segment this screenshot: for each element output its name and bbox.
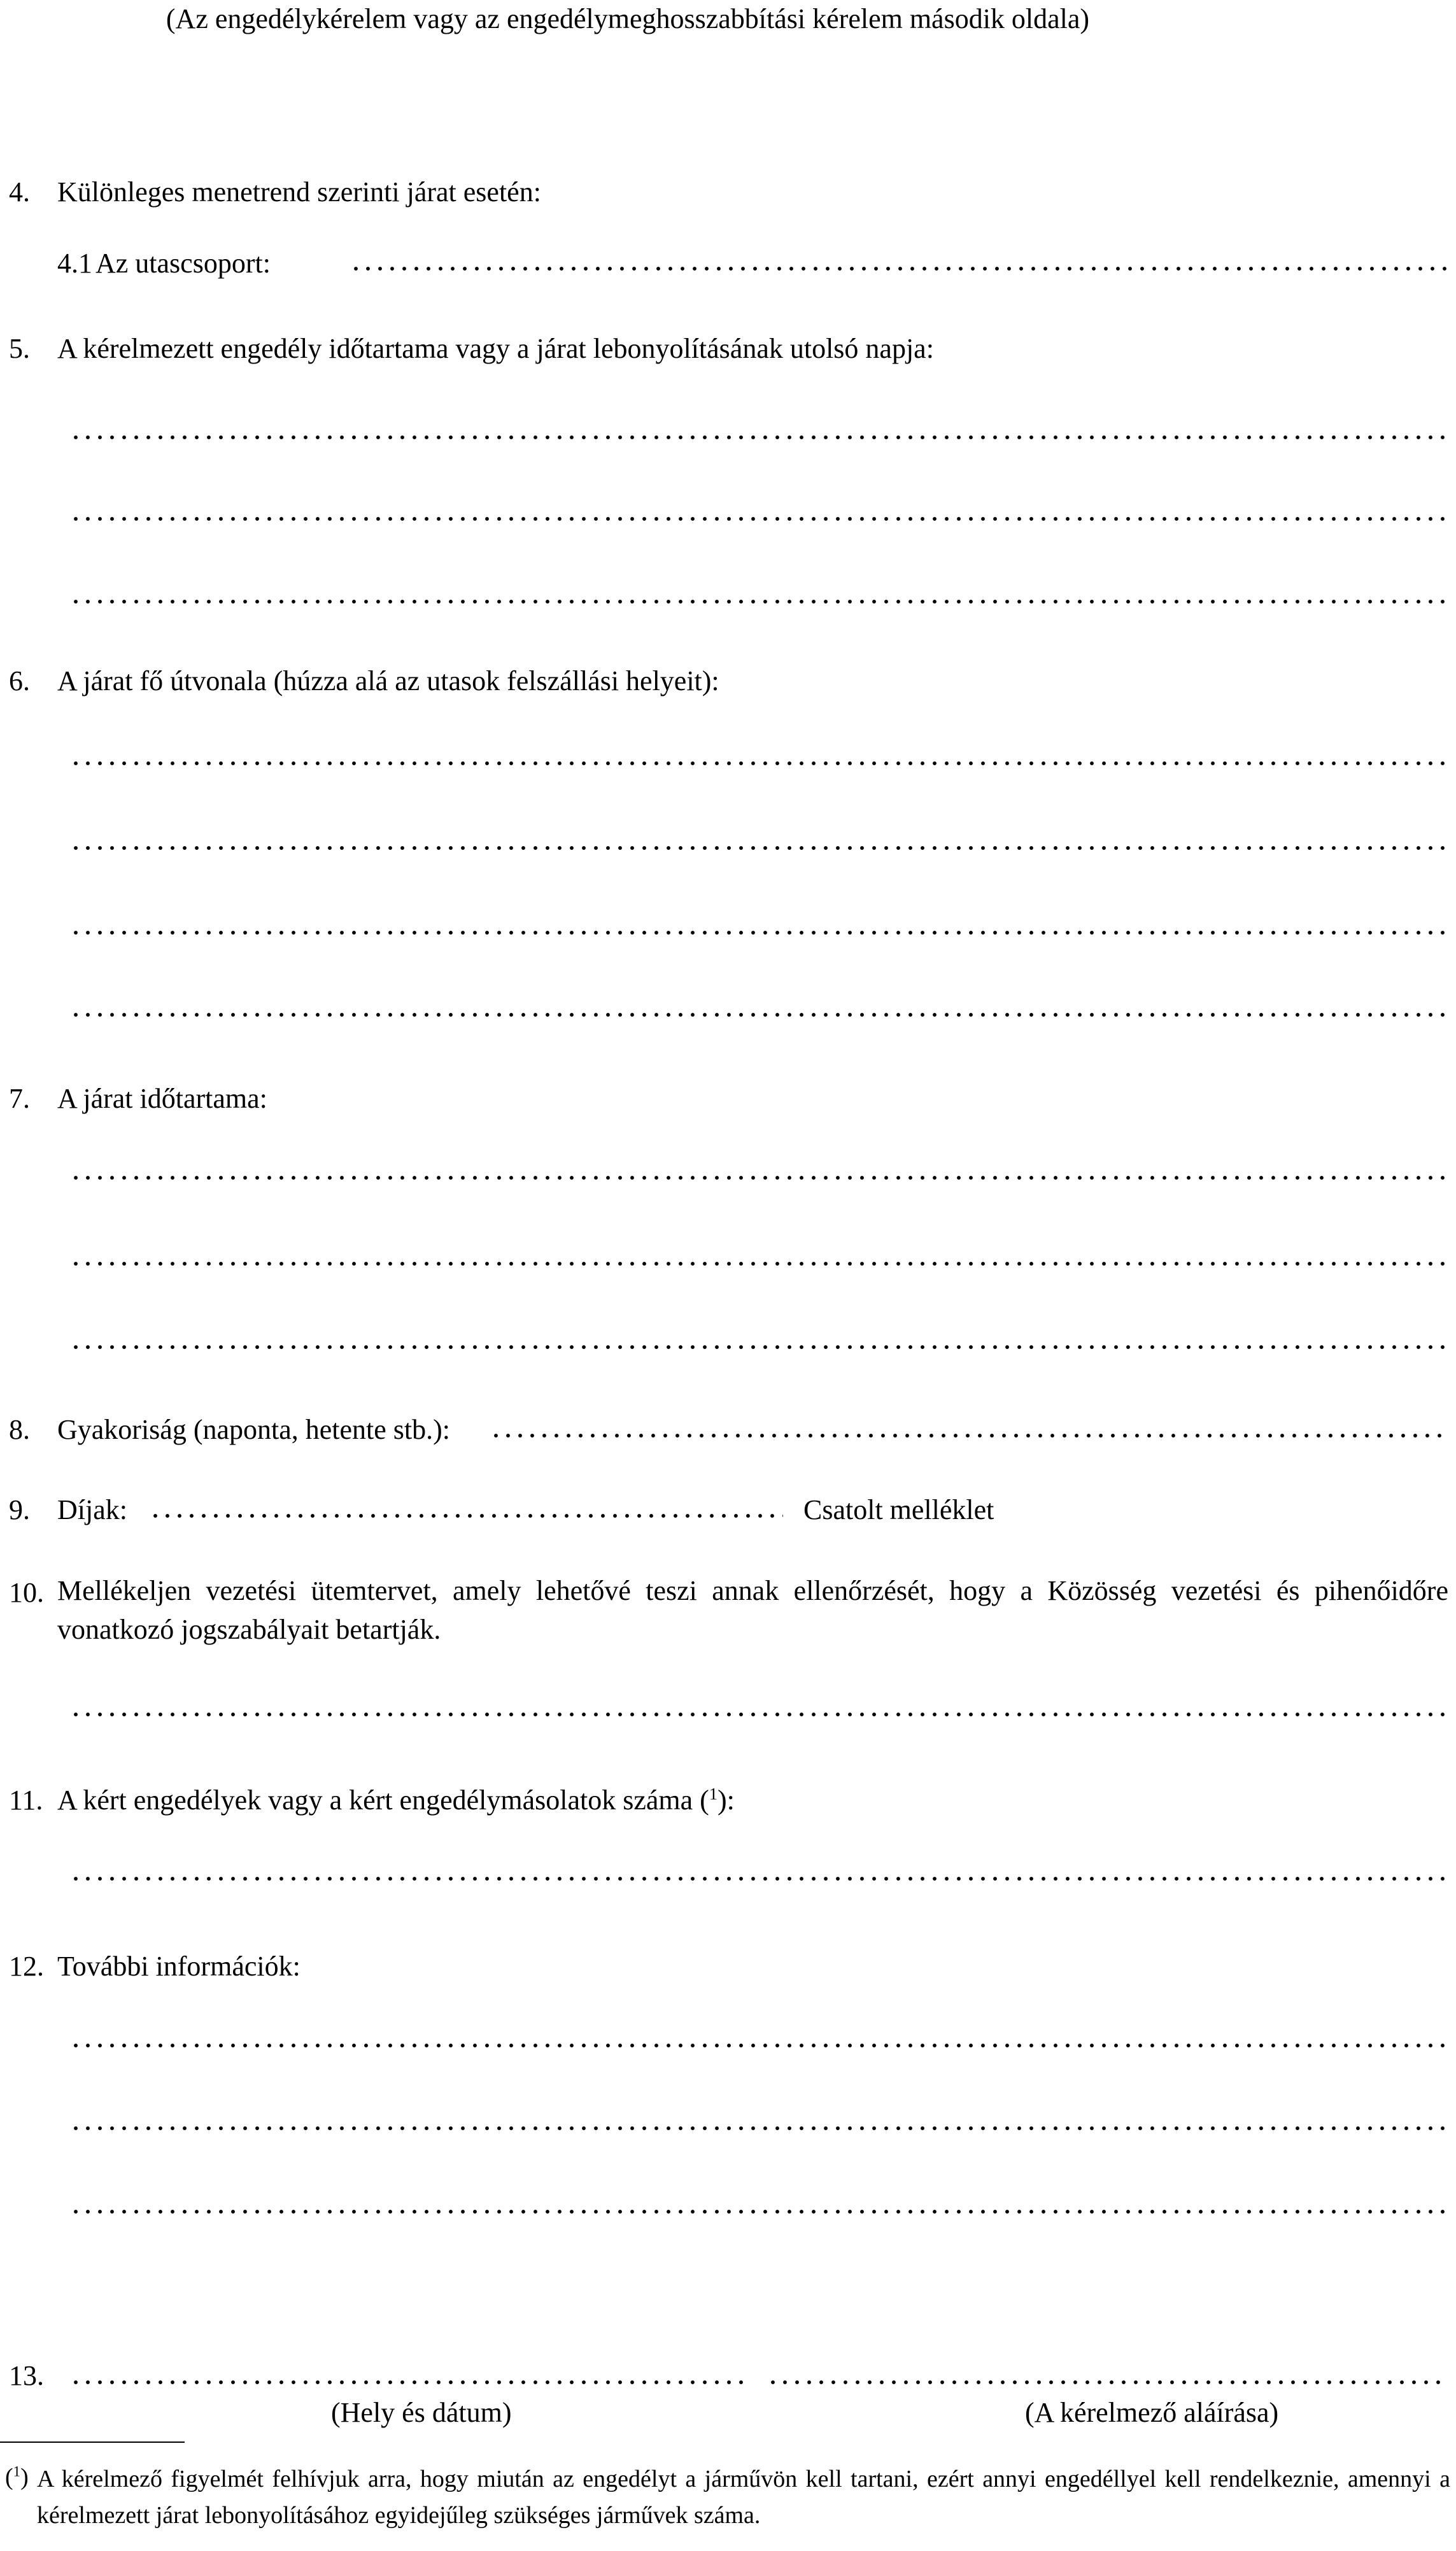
item-7-number: 7. — [9, 1083, 30, 1114]
frequency-field — [493, 1432, 1448, 1439]
item-10-label: Mellékeljen vezetési ütemtervet, amely lehetővé teszi annak ellenőrzését, hogy a Közösség vezetési és pihenőidőre vonatkozó jogszabályait betartják. — [57, 1575, 1448, 1645]
duration-field-line-3 — [73, 598, 1448, 605]
item-6-label: A járat fő útvonala (húzza alá az utasok felszállási helyeit): — [57, 665, 719, 696]
item-8-number: 8. — [9, 1414, 30, 1445]
item-12-label: További információk: — [57, 1951, 300, 1982]
item-11-label — [57, 1786, 735, 1814]
route-field-line-3 — [73, 929, 1448, 936]
permit-count-field — [73, 1876, 1448, 1882]
trip-duration-field-line-3 — [73, 1344, 1448, 1350]
signature-field — [770, 2379, 1448, 2385]
additional-info-field-line-2 — [73, 2125, 1448, 2131]
item-4-number: 4. — [9, 176, 30, 208]
driving-schedule-field — [73, 1711, 1448, 1718]
item-9-label: Díjak: — [57, 1494, 127, 1525]
trip-duration-field-line-2 — [73, 1261, 1448, 1267]
page-header: (Az engedélykérelem vagy az engedélymeghosszabbítási kérelem második oldala) — [166, 3, 1090, 34]
item-7-label: A járat időtartama: — [57, 1083, 267, 1114]
fees-field — [153, 1513, 783, 1519]
footnote-marker: ($^1$) — [5, 2463, 29, 2491]
item-10-number: 10. — [9, 1577, 44, 1608]
route-field-line-4 — [73, 1012, 1448, 1018]
footnote-number: 1 — [13, 2463, 21, 2480]
item-4-1-number: 4.1 — [57, 248, 92, 279]
item-11-number: 11. — [9, 1784, 43, 1816]
item-9-number: 9. — [9, 1494, 30, 1525]
signature-caption: (A kérelmező aláírása) — [1025, 2397, 1279, 2428]
item-12-number: 12. — [9, 1951, 44, 1982]
place-date-caption: (Hely és dátum) — [331, 2397, 512, 2428]
item-8-label: Gyakoriság (naponta, hetente stb.): — [57, 1414, 451, 1445]
item-5-label: A kérelmezett engedély időtartama vagy a járat lebonyolításának utolsó napja: — [57, 333, 934, 364]
route-field-line-1 — [73, 760, 1448, 767]
additional-info-field-line-3 — [73, 2208, 1448, 2215]
attachment-note: Csatolt melléklet — [803, 1494, 994, 1525]
item-4-label: Különleges menetrend szerinti járat esetén: — [57, 176, 541, 208]
route-field-line-2 — [73, 845, 1448, 851]
duration-field-line-1 — [73, 434, 1448, 441]
duration-field-line-2 — [73, 516, 1448, 522]
item-11-label-text: A kért engedélyek vagy a kért engedélymásolatok száma ( — [57, 1784, 709, 1816]
item-11-label-end: ): — [717, 1784, 735, 1816]
passenger-group-field — [353, 265, 1448, 272]
item-5-number: 5. — [9, 333, 30, 364]
footnote-separator — [0, 2441, 185, 2443]
trip-duration-field-line-1 — [73, 1175, 1448, 1181]
item-13-number: 13. — [9, 2360, 44, 2391]
footnote-ref: 1 — [709, 1784, 718, 1804]
additional-info-field-line-1 — [73, 2042, 1448, 2049]
place-date-field — [73, 2379, 748, 2385]
item-6-number: 6. — [9, 665, 30, 696]
item-4-1-label: Az utascsoport: — [95, 248, 271, 279]
footnote-text: A kérelmező figyelmét felhívjuk arra, hogy miután az engedélyt a járművön kell tartani, ezért annyi engedéllyel kell rendelkeznie, amennyi a kérelmezett járat lebonyolításához egyidejűleg szükséges járművek száma. — [37, 2466, 1450, 2529]
